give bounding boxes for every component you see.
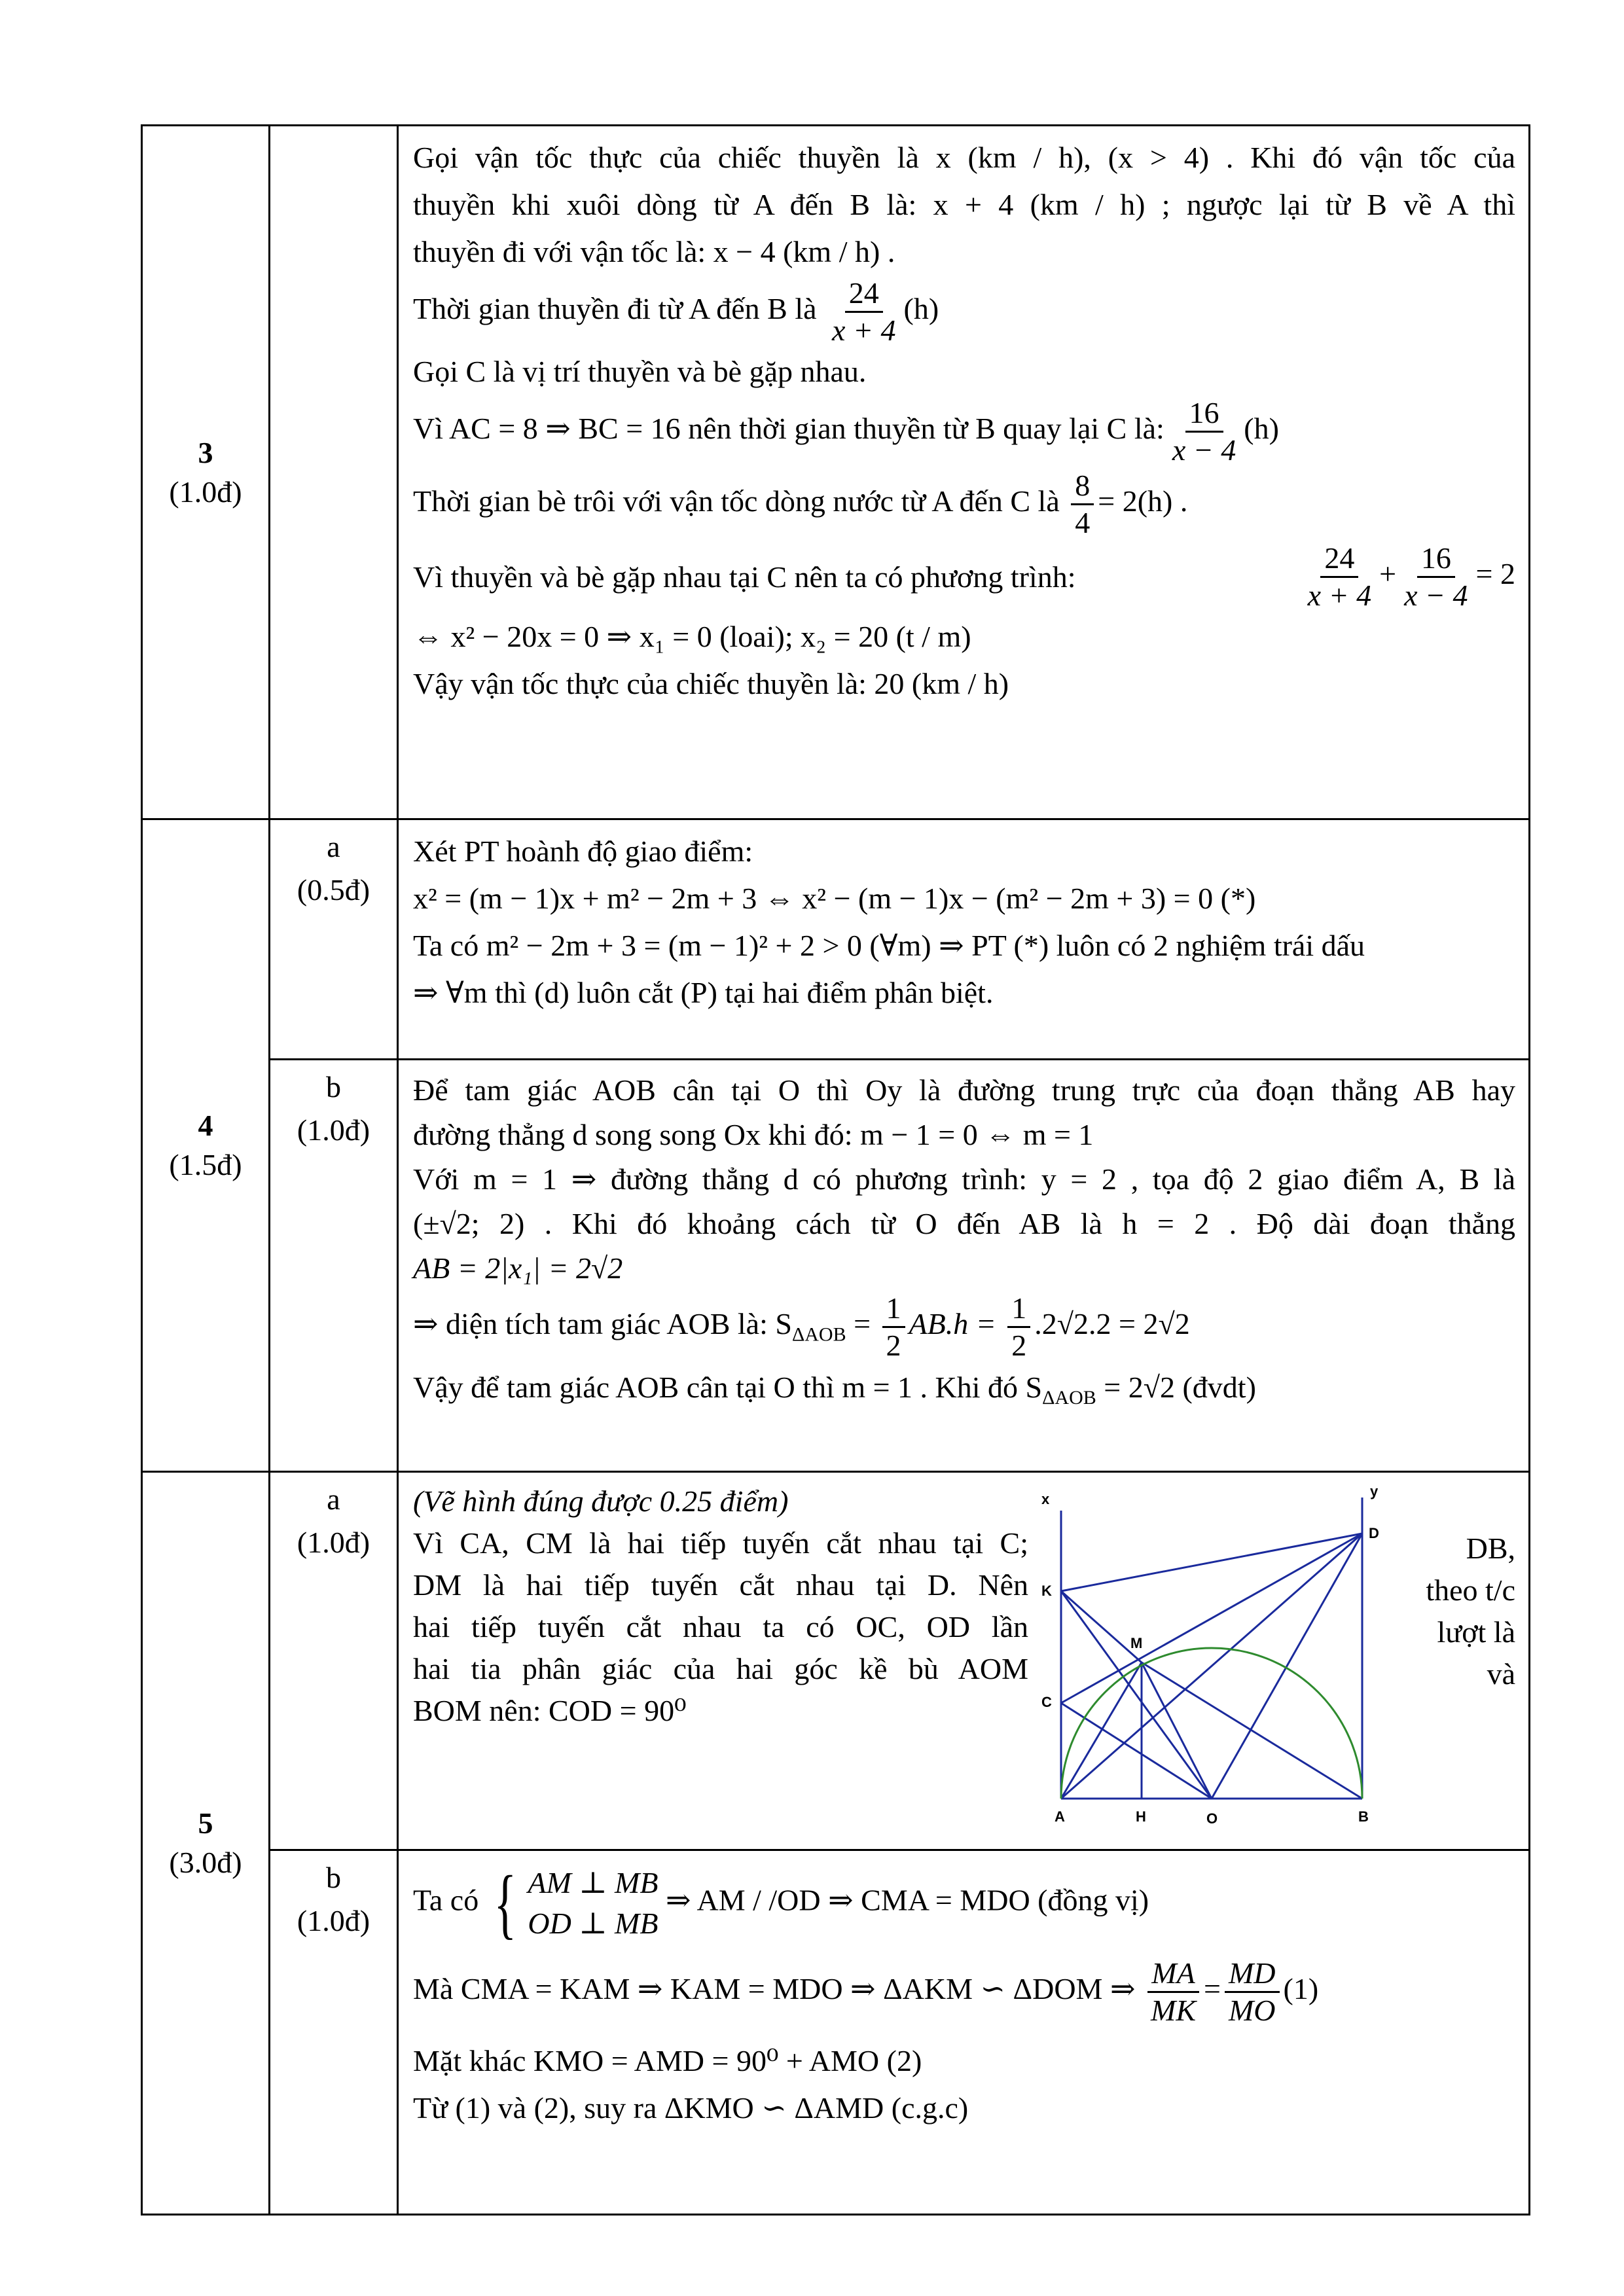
fraction-numerator: 16: [1417, 541, 1455, 578]
fraction: [1304, 541, 1375, 613]
subscript: ΔAOB: [791, 1323, 846, 1346]
grading-note: (Vẽ hình đúng được 0.25 điểm): [413, 1484, 789, 1518]
solution-line-continued: và: [1487, 1657, 1515, 1691]
solution-line: Vì CA, CM là hai tiếp tuyến cắt nhau tại C;: [413, 1526, 1028, 1560]
solution-line: [413, 276, 1515, 348]
fraction-numerator: 1: [882, 1291, 905, 1328]
solution-line-continued: theo t/c: [1426, 1573, 1515, 1607]
question-points: (1.0đ): [169, 475, 242, 509]
line-text: Vì AC = 8 ⇒ BC = 16 nên thời gian thuyền từ B quay lại C là:: [413, 412, 1164, 446]
fraction-denominator: x + 4: [1307, 579, 1372, 612]
line-text: (h): [1244, 412, 1279, 446]
answer-table: [141, 124, 1530, 2215]
solution-line: Mặt khác KMO = AMD = 90⁰ + AMO (2): [413, 2044, 922, 2077]
part-5a-label: [270, 1472, 398, 1850]
solution-line: hai tiếp tuyến cắt nhau ta có OC, OD lần: [413, 1610, 1028, 1643]
label-b: B: [1358, 1808, 1369, 1825]
line-text: ⇒ diện tích tam giác AOB là: S: [413, 1307, 792, 1341]
solution-line: Gọi vận tốc thực của chiếc thuyền là x (km / h), (x > 4) . Khi đó vận tốc của: [413, 141, 1515, 174]
fraction-numerator: 16: [1185, 395, 1223, 433]
line-text: =: [1204, 1972, 1221, 2006]
segment-mb: [1142, 1662, 1362, 1799]
question-3-label: [142, 126, 270, 819]
fraction-numerator: 24: [845, 276, 883, 313]
line-text: ⇒ AM / /OD ⇒ CMA = MDO (đồng vị): [665, 1883, 1149, 1917]
line-text: Thời gian bè trôi với vận tốc dòng nước từ A đến C là: [413, 484, 1060, 518]
fraction: [1071, 468, 1094, 541]
empty-part-cell: [270, 126, 398, 819]
solution-line: Gọi C là vị trí thuyền và bè gặp nhau.: [413, 355, 867, 388]
question-number: 3: [198, 435, 213, 469]
fraction-denominator: x − 4: [1404, 579, 1468, 612]
line-text: =: [846, 1307, 878, 1341]
part-4a-solution: [398, 819, 1530, 1060]
line-text: (1): [1283, 1972, 1319, 2006]
line-text: AB.h =: [909, 1307, 1004, 1341]
part-5a-body: [413, 1480, 1515, 1825]
label-o: O: [1206, 1810, 1218, 1825]
solution-line: Để tam giác AOB cân tại O thì Oy là đường trung trực của đoạn thẳng AB hay: [413, 1073, 1515, 1107]
fraction: [1400, 541, 1471, 613]
part-letter: a: [327, 1482, 340, 1516]
fraction-numerator: MD: [1225, 1956, 1280, 1993]
solution-text-right: [1384, 1528, 1515, 1695]
solution-line: Xét PT hoành độ giao điểm:: [413, 834, 753, 868]
fraction: [1225, 1956, 1280, 2028]
line-text: = 2(h) .: [1098, 484, 1188, 518]
part-points: (1.0đ): [297, 1526, 370, 1559]
solution-line: hai tia phân giác của hai góc kề bù AOM: [413, 1652, 1028, 1685]
question-points: (3.0đ): [169, 1846, 242, 1879]
solution-line: DM là hai tiếp tuyến cắt nhau tại D. Nên: [413, 1568, 1028, 1602]
fraction-numerator: 1: [1007, 1291, 1030, 1328]
solution-line-continued: lượt là: [1437, 1615, 1515, 1649]
subscript: ΔAOB: [1042, 1387, 1096, 1409]
system-rows: [528, 1863, 658, 1944]
part-4b-solution: [398, 1060, 1530, 1472]
geometry-figure: [1035, 1484, 1401, 1825]
part-4a-label: [270, 819, 398, 1060]
brace: {: [494, 1859, 516, 1946]
part-5b-solution: [398, 1850, 1530, 2215]
segment-co: [1061, 1703, 1212, 1799]
line-text: Mà CMA = KAM ⇒ KAM = MDO ⇒ ΔAKM ∽ ΔDOM ⇒: [413, 1972, 1136, 2006]
line-text: = 2√2 (đvdt): [1096, 1371, 1256, 1405]
solution-line: [413, 395, 1515, 468]
part-letter: a: [327, 830, 340, 863]
solution-line: ⇔ x² − 20x = 0 ⇒ x₁ = 0 (loai); x₂ = 20 (t / m): [413, 620, 971, 653]
segment-od: [1212, 1534, 1362, 1799]
line-text: = 2: [1475, 557, 1515, 591]
label-y: y: [1370, 1484, 1379, 1499]
solution-line-continued: DB,: [1466, 1532, 1515, 1565]
solution-line: [413, 468, 1515, 541]
solution-line: thuyền đi với vận tốc là: x − 4 (km / h) .: [413, 235, 895, 268]
segment-km: [1061, 1591, 1142, 1662]
label-c: C: [1041, 1694, 1052, 1710]
part-letter: b: [326, 1861, 341, 1894]
line-text: .2√2.2 = 2√2: [1034, 1307, 1190, 1341]
label-x: x: [1041, 1491, 1050, 1507]
part-points: (1.0đ): [297, 1113, 370, 1147]
solution-line: [413, 1859, 1515, 1946]
solution-line: ⇒ ∀m thì (d) luôn cắt (P) tại hai điểm phân biệt.: [413, 976, 994, 1009]
fraction: [882, 1291, 905, 1363]
system-row: OD ⊥ MB: [528, 1907, 659, 1940]
solution-line: Vậy vận tốc thực của chiếc thuyền là: 20 (km / h): [413, 667, 1009, 700]
question-number: 5: [198, 1806, 213, 1840]
question-3-row: [142, 126, 1530, 819]
part-5b-label: [270, 1850, 398, 2215]
part-points: (0.5đ): [297, 873, 370, 906]
equation: [1300, 541, 1515, 613]
part-4b-label: [270, 1060, 398, 1472]
solution-line: AB = 2|x₁| = 2√2: [413, 1251, 623, 1285]
question-5a-row: [142, 1472, 1530, 1850]
solution-line: x² = (m − 1)x + m² − 2m + 3 ⇔ x² − (m − 1)x − (m² − 2m + 3) = 0 (*): [413, 882, 1256, 915]
fraction-denominator: 4: [1075, 506, 1091, 539]
solution-line: Từ (1) và (2), suy ra ΔKMO ∽ ΔAMD (c.g.c): [413, 2091, 969, 2125]
solution-line: thuyền khi xuôi dòng từ A đến B là: x + 4 (km / h) ; ngược lại từ B về A thì: [413, 188, 1515, 221]
equation-system: [486, 1859, 659, 1946]
solution-line: [413, 1365, 1515, 1420]
label-h: H: [1136, 1808, 1146, 1825]
label-d: D: [1369, 1525, 1379, 1541]
solution-line: [413, 1291, 1515, 1365]
fraction: [1147, 1956, 1200, 2028]
line-km-d: [1061, 1534, 1362, 1591]
line-text: (h): [903, 292, 939, 326]
question-5-label: [142, 1472, 270, 2215]
fraction-numerator: 24: [1320, 541, 1358, 578]
solution-line: BOM nên: COD = 90⁰: [413, 1694, 687, 1727]
system-row: AM ⊥ MB: [528, 1866, 659, 1899]
question-points: (1.5đ): [169, 1148, 242, 1181]
solution-line: [413, 1956, 1515, 2028]
solution-line: [413, 541, 1515, 613]
fraction-denominator: x − 4: [1172, 433, 1236, 467]
solution-line: (±√2; 2) . Khi đó khoảng cách từ O đến AB là h = 2 . Độ dài đoạn thẳng: [413, 1207, 1515, 1240]
question-4a-row: [142, 819, 1530, 1060]
fraction: [1168, 395, 1240, 468]
answer-sheet: [141, 124, 1528, 2214]
label-m: M: [1130, 1635, 1143, 1651]
line-text: Thời gian thuyền đi từ A đến B là: [413, 292, 817, 326]
question-4b-row: [142, 1060, 1530, 1472]
question-3-solution: [398, 126, 1530, 819]
fraction-numerator: 8: [1071, 468, 1094, 505]
part-points: (1.0đ): [297, 1904, 370, 1937]
fraction: [828, 276, 899, 348]
fraction-numerator: MA: [1147, 1956, 1199, 1993]
solution-line: Với m = 1 ⇒ đường thẳng d có phương trình: y = 2 , tọa độ 2 giao điểm A, B là: [413, 1162, 1515, 1196]
fraction-denominator: 2: [886, 1329, 901, 1362]
line-text: Vì thuyền và bè gặp nhau tại C nên ta có phương trình:: [413, 560, 1076, 594]
label-a: A: [1055, 1808, 1065, 1825]
fraction-denominator: 2: [1011, 1329, 1027, 1362]
solution-line: đường thẳng d song song Ox khi đó: m − 1 = 0 ⇔ m = 1: [413, 1118, 1094, 1151]
question-number: 4: [198, 1109, 213, 1142]
segment-am: [1061, 1662, 1142, 1799]
fraction: [1007, 1291, 1030, 1363]
part-letter: b: [326, 1070, 341, 1103]
segment-ad: [1061, 1534, 1362, 1799]
tangent-cd: [1061, 1534, 1362, 1703]
fraction-denominator: MK: [1151, 1994, 1197, 2027]
part-5a-solution: [398, 1472, 1530, 1850]
line-text: Vậy để tam giác AOB cân tại O thì m = 1 . Khi đó S: [413, 1371, 1043, 1405]
solution-line: Ta có m² − 2m + 3 = (m − 1)² + 2 > 0 (∀m) ⇒ PT (*) luôn có 2 nghiệm trái dấu: [413, 929, 1365, 962]
question-5b-row: [142, 1850, 1530, 2215]
solution-text-left: [413, 1480, 1028, 1732]
plus-sign: +: [1379, 557, 1397, 591]
segment-mo: [1142, 1662, 1212, 1799]
fraction-denominator: x + 4: [832, 314, 896, 347]
fraction-denominator: MO: [1228, 1994, 1276, 2027]
line-text: Ta có: [413, 1883, 479, 1917]
question-4-label: [142, 819, 270, 1472]
segment-ko: [1061, 1591, 1212, 1799]
label-k: K: [1041, 1583, 1052, 1599]
